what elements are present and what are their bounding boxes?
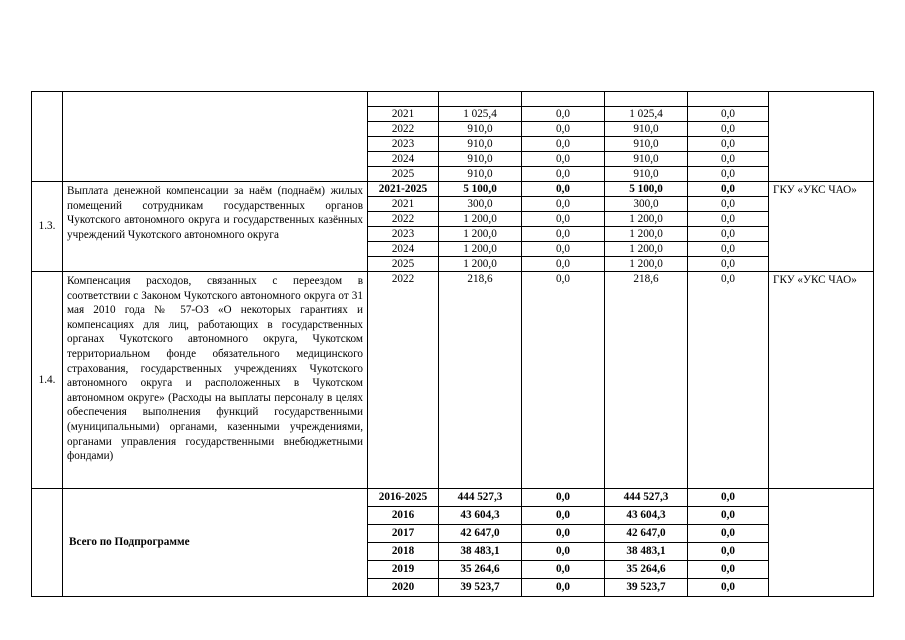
value-cell: 218,6 (605, 272, 688, 489)
table-row (32, 182, 874, 197)
value-cell: 0,0 (522, 137, 605, 152)
total-cell: 43 604,3 (439, 507, 522, 525)
index-cell-blank (32, 92, 63, 182)
value-cell: 0,0 (688, 197, 769, 212)
value-cell: 444 527,3 (605, 489, 688, 507)
executor-cell: ГКУ «УКС ЧАО» (769, 272, 874, 489)
item-description: Выплата денежной компенсации за наём (поднаём) жилых помещений сотрудникам государственных органов Чукотского автономного округа и государственных казённых учреждений Чукотского автономного округа (63, 182, 368, 272)
value-cell: 0,0 (688, 242, 769, 257)
total-cell: 42 647,0 (439, 525, 522, 543)
value-cell: 0,0 (688, 107, 769, 122)
value-cell: 0,0 (688, 257, 769, 272)
value-cell: 1 200,0 (605, 212, 688, 227)
value-cell: 0,0 (688, 543, 769, 561)
year-cell: 2024 (368, 152, 439, 167)
year-cell: 2019 (368, 561, 439, 579)
value-cell: 0,0 (688, 122, 769, 137)
year-cell: 2025 (368, 257, 439, 272)
value-cell: 0,0 (688, 561, 769, 579)
value-cell: 0,0 (688, 489, 769, 507)
value-cell: 1 025,4 (605, 107, 688, 122)
value-cell: 0,0 (522, 182, 605, 197)
value-cell: 0,0 (688, 152, 769, 167)
table-row (32, 489, 874, 507)
funding-table (31, 91, 874, 597)
total-cell: 910,0 (439, 122, 522, 137)
year-cell: 2021-2025 (368, 182, 439, 197)
value-cell: 0,0 (688, 227, 769, 242)
total-cell: 1 200,0 (439, 212, 522, 227)
executor-cell: ГКУ «УКС ЧАО» (769, 182, 874, 272)
spacer-cell (439, 92, 522, 107)
total-cell: 444 527,3 (439, 489, 522, 507)
value-cell: 38 483,1 (605, 543, 688, 561)
value-cell: 0,0 (688, 137, 769, 152)
year-cell: 2017 (368, 525, 439, 543)
year-cell: 2024 (368, 242, 439, 257)
value-cell: 0,0 (522, 242, 605, 257)
year-cell: 2023 (368, 137, 439, 152)
year-cell: 2022 (368, 122, 439, 137)
value-cell: 0,0 (688, 507, 769, 525)
year-cell: 2016-2025 (368, 489, 439, 507)
value-cell: 0,0 (522, 227, 605, 242)
value-cell: 910,0 (605, 137, 688, 152)
value-cell: 0,0 (522, 489, 605, 507)
year-cell: 2021 (368, 107, 439, 122)
year-cell: 2020 (368, 579, 439, 597)
value-cell: 35 264,6 (605, 561, 688, 579)
year-cell: 2018 (368, 543, 439, 561)
year-cell: 2022 (368, 212, 439, 227)
value-cell: 0,0 (688, 182, 769, 197)
spacer-cell (522, 92, 605, 107)
total-cell: 910,0 (439, 167, 522, 182)
value-cell: 0,0 (688, 525, 769, 543)
value-cell: 0,0 (522, 152, 605, 167)
value-cell: 300,0 (605, 197, 688, 212)
executor-cell-blank (769, 489, 874, 597)
value-cell: 910,0 (605, 152, 688, 167)
value-cell: 1 200,0 (605, 257, 688, 272)
total-cell: 35 264,6 (439, 561, 522, 579)
total-cell: 39 523,7 (439, 579, 522, 597)
year-cell: 2025 (368, 167, 439, 182)
total-cell: 1 200,0 (439, 257, 522, 272)
spacer-cell (688, 92, 769, 107)
total-cell: 300,0 (439, 197, 522, 212)
value-cell: 910,0 (605, 167, 688, 182)
year-cell: 2016 (368, 507, 439, 525)
value-cell: 0,0 (522, 257, 605, 272)
value-cell: 0,0 (522, 525, 605, 543)
table-row (32, 92, 874, 107)
value-cell: 0,0 (522, 561, 605, 579)
total-cell: 910,0 (439, 137, 522, 152)
total-label: Всего по Подпрограмме (63, 489, 368, 597)
value-cell: 0,0 (522, 107, 605, 122)
total-cell: 1 200,0 (439, 227, 522, 242)
total-cell: 5 100,0 (439, 182, 522, 197)
value-cell: 910,0 (605, 122, 688, 137)
value-cell: 0,0 (688, 212, 769, 227)
total-cell: 38 483,1 (439, 543, 522, 561)
value-cell: 0,0 (522, 212, 605, 227)
index-cell-blank (32, 489, 63, 597)
total-cell: 218,6 (439, 272, 522, 489)
total-cell: 910,0 (439, 152, 522, 167)
description-cell-blank (63, 92, 368, 182)
value-cell: 0,0 (522, 579, 605, 597)
item-index: 1.4. (32, 272, 63, 489)
value-cell: 0,0 (688, 167, 769, 182)
item-description: Компенсация расходов, связанных с переездом в соответствии с Законом Чукотского автономного округа от 31 мая 2010 года № 57-ОЗ «О некоторых гарантиях и компенсациях для лиц, работающих в государственных органах Чукотского автономного округа, Чукотском территориальном фонде обязательного медицинского страхования, государственных учреждениях Чукотского автономного округа и расположенных в Чукотском автономном округе» (Расходы на выплаты персоналу в целях обеспечения выполнения функций государственными (муниципальными) органами, казенными учреждениями, органами управления государственными внебюджетными фондами) (63, 272, 368, 489)
total-cell: 1 025,4 (439, 107, 522, 122)
value-cell: 1 200,0 (605, 227, 688, 242)
total-cell: 1 200,0 (439, 242, 522, 257)
value-cell: 42 647,0 (605, 525, 688, 543)
year-cell: 2021 (368, 197, 439, 212)
spacer-cell (368, 92, 439, 107)
value-cell: 0,0 (522, 122, 605, 137)
value-cell: 43 604,3 (605, 507, 688, 525)
value-cell: 0,0 (522, 197, 605, 212)
executor-cell-blank (769, 92, 874, 182)
item-index: 1.3. (32, 182, 63, 272)
spacer-cell (605, 92, 688, 107)
value-cell: 5 100,0 (605, 182, 688, 197)
table-row (32, 272, 874, 489)
value-cell: 39 523,7 (605, 579, 688, 597)
value-cell: 0,0 (688, 272, 769, 489)
value-cell: 0,0 (522, 167, 605, 182)
value-cell: 0,0 (688, 579, 769, 597)
value-cell: 0,0 (522, 543, 605, 561)
value-cell: 1 200,0 (605, 242, 688, 257)
year-cell: 2023 (368, 227, 439, 242)
year-cell: 2022 (368, 272, 439, 489)
value-cell: 0,0 (522, 507, 605, 525)
value-cell: 0,0 (522, 272, 605, 489)
